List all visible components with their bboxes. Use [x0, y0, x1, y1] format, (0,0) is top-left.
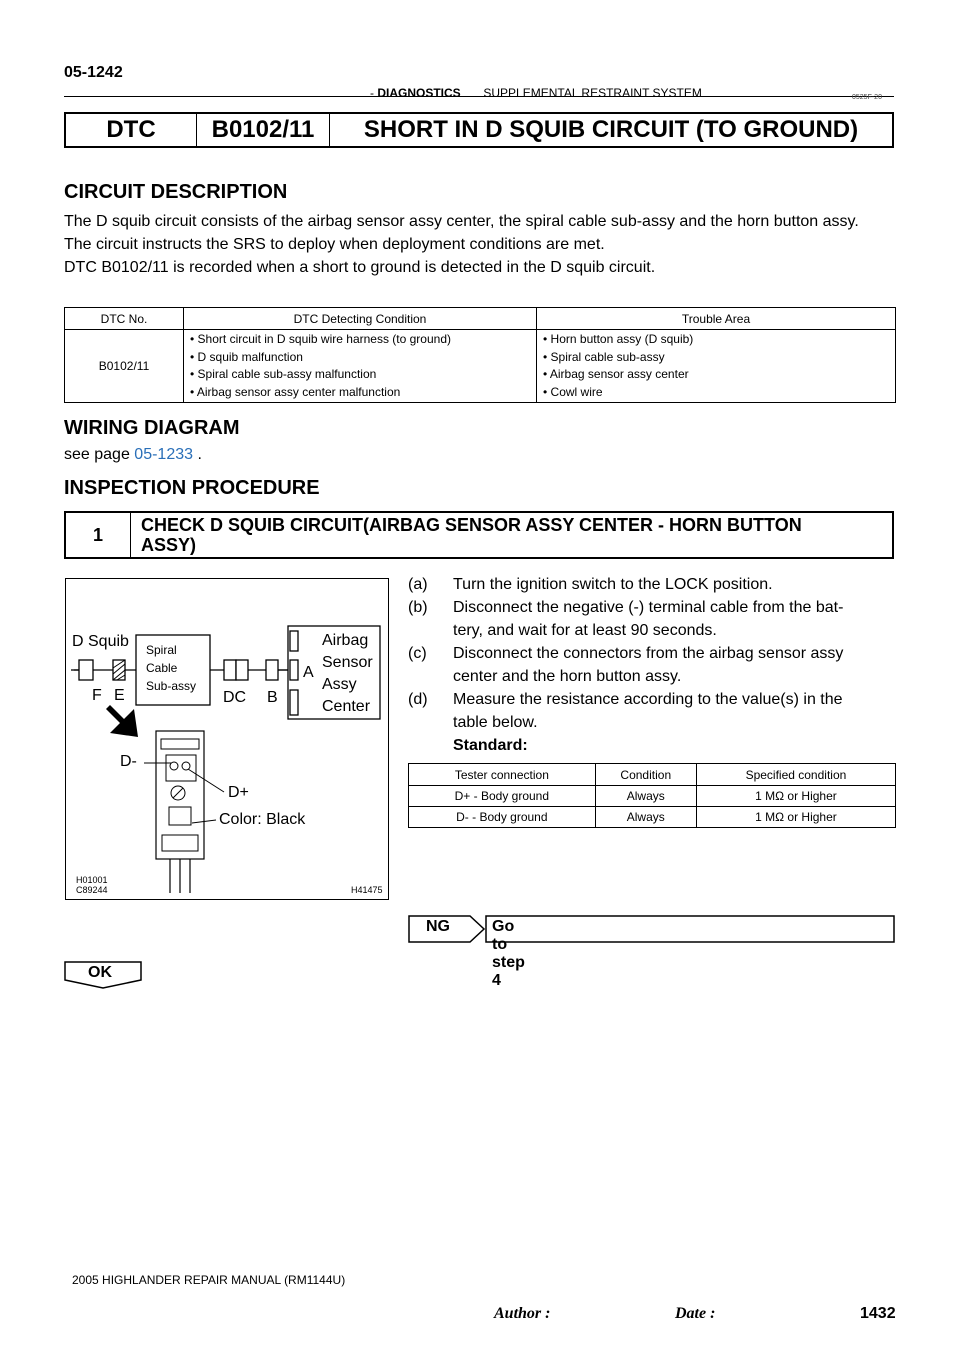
spec-header: Condition: [595, 764, 696, 786]
dtc-table: [64, 307, 896, 403]
list-item: • D squib malfunction: [190, 349, 303, 364]
connector-c: [236, 660, 248, 680]
spiral-cable-label: Spiral Cable Sub-assy: [146, 643, 197, 693]
dtc-code: B0102/11: [197, 114, 330, 146]
label-dplus: D+: [228, 784, 249, 801]
list-item: • Cowl wire: [543, 384, 603, 399]
header-rule: [64, 96, 894, 97]
label-e: E: [114, 687, 125, 704]
list-item: • Spiral cable sub-assy: [543, 349, 665, 364]
spec-header: Tester connection: [409, 764, 596, 786]
page-total: 1432: [860, 1305, 896, 1322]
dtc-table-header: DTC Detecting Condition: [184, 308, 537, 330]
step-d: (d) Measure the resistance according to the value(s) in the: [408, 691, 843, 708]
arrow-icon: [106, 705, 138, 737]
wiring-diagram-heading: WIRING DIAGRAM: [64, 417, 240, 439]
author-label: Author :: [494, 1305, 551, 1322]
circuit-paragraph-2: The circuit instructs the SRS to deploy when deployment conditions are met.: [64, 236, 605, 253]
ok-label: OK: [88, 964, 112, 981]
label-dminus: D-: [120, 753, 137, 770]
connector-e: [113, 660, 125, 680]
procedure-steps: (a) Turn the ignition switch to the LOCK position. (b) Disconnect the negative (-) terminal cable from the bat- tery, and wait for at least 90 seconds. (c) Disconnect the connectors from the airbag sensor assy center and the horn button assy. (d) Measure the resistance according to the value(s) in the table below. Standard:: [408, 573, 896, 757]
detecting-conditions: [184, 330, 537, 403]
figure-id: H41475: [351, 885, 383, 895]
page-link[interactable]: 05-1233: [134, 446, 194, 463]
header-subsection: SUPPLEMENTAL RESTRAINT SYSTEM: [483, 86, 702, 100]
table-row: D+ - Body ground Always 1 MΩ or Higher: [409, 786, 896, 807]
see-page-line: see page 05-1233 .: [64, 446, 202, 463]
step-a: (a) Turn the ignition switch to the LOCK position.: [408, 576, 773, 593]
label-a: A: [303, 664, 314, 681]
connector-f: [79, 660, 93, 680]
connector-diagram: [66, 579, 387, 898]
list-item: • Airbag sensor assy center: [543, 367, 689, 381]
date-label: Date :: [675, 1305, 716, 1322]
connector-a: [290, 660, 298, 680]
step-title: CHECK D SQUIB CIRCUIT(AIRBAG SENSOR ASSY CENTER - HORN BUTTON ASSY): [141, 515, 802, 555]
connector-b: [266, 660, 278, 680]
dtc-number-cell: B0102/11: [65, 330, 184, 403]
table-row: D- - Body ground Always 1 MΩ or Higher: [409, 807, 896, 828]
connector-d: [224, 660, 236, 680]
spec-table: [408, 763, 896, 828]
spec-header: Specified condition: [696, 764, 895, 786]
terminal-dminus: [170, 762, 178, 770]
circuit-paragraph-3: DTC B0102/11 is recorded when a short to ground is detected in the D squib circuit.: [64, 259, 656, 276]
step-c: (c) Disconnect the connectors from the airbag sensor assy: [408, 645, 844, 662]
ng-label: NG: [426, 918, 450, 935]
list-item: • Spiral cable sub-assy malfunction: [190, 367, 377, 381]
dtc-title-bar: [64, 112, 894, 148]
ng-action-link[interactable]: Go to step 4: [492, 918, 525, 989]
circuit-description-text: [64, 210, 896, 279]
airbag-sensor-label: Airbag Sensor Assy Center: [322, 632, 373, 715]
dtc-title: SHORT IN D SQUIB CIRCUIT (TO GROUND): [363, 116, 859, 143]
list-item: • Horn button assy (D squib): [543, 332, 694, 346]
circuit-paragraph-1: The D squib circuit consists of the airbag sensor assy center, the spiral cable sub-assy and the horn button assy.: [64, 213, 859, 230]
dtc-label: DTC: [66, 114, 197, 146]
figure-codes: H01001 C89244: [76, 875, 108, 895]
list-item: • Airbag sensor assy center malfunction: [190, 384, 401, 399]
ng-action-box: [486, 916, 894, 942]
page-header: [370, 86, 702, 100]
trouble-areas: [537, 330, 896, 403]
page-number: 05-1242: [64, 64, 123, 81]
header-section: DIAGNOSTICS: [377, 86, 461, 100]
dtc-table-header: Trouble Area: [537, 308, 896, 330]
circuit-description-heading: CIRCUIT DESCRIPTION: [64, 181, 288, 203]
manual-footer: 2005 HIGHLANDER REPAIR MANUAL (RM1144U): [72, 1273, 346, 1287]
step-title-bar: [64, 511, 894, 559]
d-squib-label: D Squib: [72, 633, 129, 650]
label-f: F: [92, 687, 102, 704]
connector-figure: [65, 578, 389, 900]
terminal-dplus: [182, 762, 190, 770]
color-label: Color: Black: [219, 811, 306, 828]
standard-label: Standard:: [453, 737, 528, 754]
step-b: (b) Disconnect the negative (-) terminal cable from the bat-: [408, 599, 844, 616]
label-b: B: [267, 689, 278, 706]
doc-code: 0525F-20: [852, 94, 882, 101]
list-item: • Short circuit in D squib wire harness (to ground): [190, 332, 451, 346]
label-dc: DC: [223, 689, 247, 706]
inspection-heading: INSPECTION PROCEDURE: [64, 477, 320, 499]
header-separator: -: [370, 86, 374, 100]
step-number: 1: [66, 513, 131, 557]
dtc-table-header: DTC No.: [65, 308, 184, 330]
